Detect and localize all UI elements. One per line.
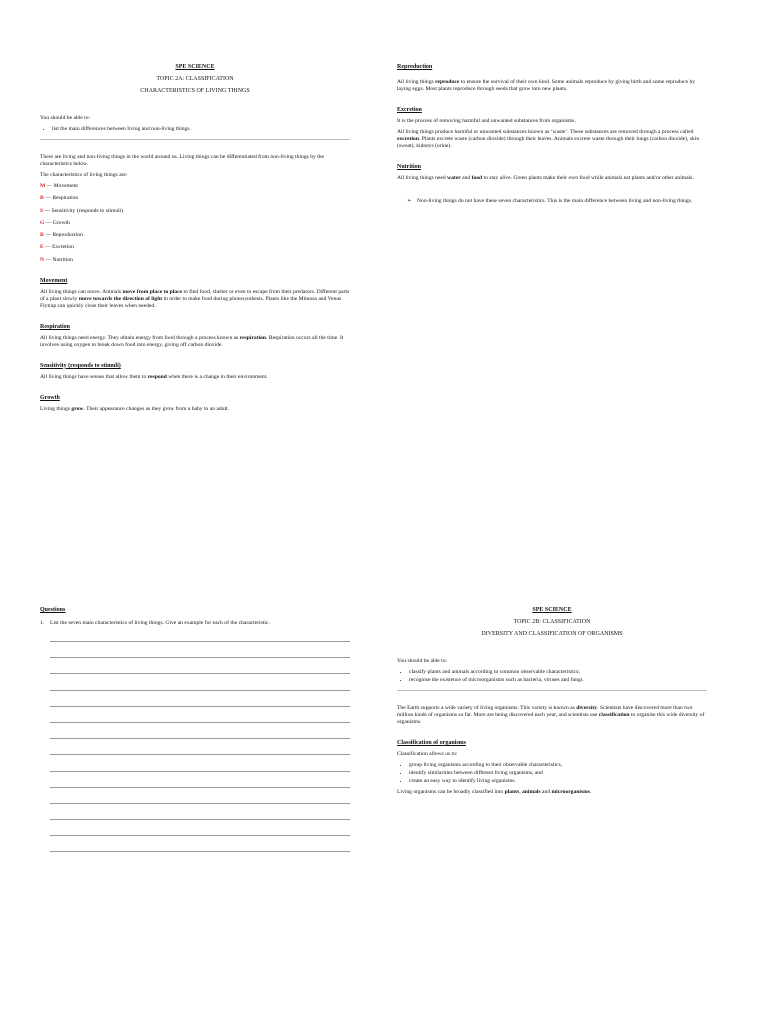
section-body [40, 374, 350, 381]
body-text: . Scientists have discovered more than two million kinds of organisms so far. More are being discovered each year, and scientists use [397, 705, 693, 718]
question-text: List the seven main characteristics of living things. Give an example for each of the characteristic. [50, 620, 270, 626]
divider [397, 690, 707, 691]
mnemonic-letter: R [40, 195, 45, 202]
body-text: to ensure the survival of their own kind. Some animals reproduce by giving birth and some reproduce by laying eggs. Most plants reproduce through seeds that grow into new plants. [397, 79, 696, 92]
section-body [40, 335, 350, 349]
section-heading: Excretion [397, 107, 422, 113]
answer-line[interactable] [50, 738, 350, 754]
body-text: . [589, 789, 592, 795]
section-heading: Classification of organisms [397, 740, 466, 746]
mnemonic-letter: M [40, 183, 46, 189]
body-text: All living things [397, 79, 436, 85]
section-heading: Growth [40, 394, 60, 401]
answer-line[interactable] [50, 722, 350, 738]
objective-item: • recognise the existence of microorganisms such as bacteria, viruses and fungi. [409, 677, 707, 684]
mnemonic-letter: S [40, 207, 44, 214]
classification-item: • group living organisms according to their observable characteristics, [409, 762, 707, 769]
objectives-intro: You should be able to: [397, 658, 448, 664]
characteristic-item [40, 183, 350, 190]
section-sensitivity [40, 363, 350, 381]
page-topic-2a-continued [397, 64, 707, 205]
body-text: to stay alive. Green plants make their own food while animals eat plants and/or other animals. [482, 175, 694, 181]
body-text: , [519, 789, 522, 795]
body-text: The Earth supports a wide variety of living organisms. This variety is known as [397, 705, 577, 711]
body-text: and [460, 175, 472, 181]
body-text: to organise this wide diversity of organisms. [397, 712, 705, 725]
key-term: microorganisms [551, 789, 590, 795]
body-text: Living things [40, 405, 72, 412]
mrs-grenn-list [40, 183, 350, 264]
section-respiration [40, 324, 350, 349]
section-heading: Reproduction [397, 64, 433, 70]
intro-paragraph [397, 705, 707, 726]
mnemonic-letter: N [40, 256, 45, 263]
topic-subtitle: CHARACTERISTICS OF LIVING THINGS [140, 88, 250, 94]
body-text: when there is a change in their environment. [166, 373, 268, 380]
section-growth [40, 395, 350, 413]
questions-heading: Questions [40, 607, 66, 613]
characteristic-label: — Respiration [44, 195, 79, 202]
key-term: move from place to place [122, 288, 183, 295]
section-body [397, 175, 707, 182]
classification-item: • create an easy way to identify living organisms. [409, 778, 707, 785]
answer-line[interactable] [50, 641, 350, 657]
key-term: reproduce [435, 79, 460, 85]
mnemonic-letter: E [40, 244, 44, 251]
section-definition: It is the process of removing harmful and unwanted substances from organisms. [397, 118, 576, 124]
body-text: All living things need [397, 175, 448, 181]
characteristic-item [40, 244, 350, 251]
key-term: respond [147, 373, 167, 380]
note-item [407, 198, 707, 205]
section-heading: Respiration [40, 323, 70, 330]
characteristic-label: — Movement [45, 183, 78, 189]
objectives-list [40, 126, 350, 133]
key-term: move towards the direction of light [78, 295, 163, 302]
body-text: . Plants excrete waste (carbon dioxide) through their leaves. Animals excrete waste through their lungs (carbon dioxide), skin (sweat), kidneys (urine). [397, 136, 700, 149]
page-topic-2b [397, 607, 707, 800]
objective-item: • list the main differences between living and non-living things. [52, 126, 350, 133]
section-body [40, 406, 350, 413]
characteristic-label: — Reproduction [44, 232, 83, 239]
key-term: food [471, 175, 483, 181]
characteristic-item [40, 232, 350, 239]
characteristic-label: — Nutrition [44, 256, 73, 263]
section-excretion [397, 107, 707, 150]
body-text: to find food, shelter or even to escape from their predators. Different parts of a plant slowly [40, 288, 350, 302]
intro-paragraph: There are living and non-living things in the world around us. Living things can be differentiated from non-living things by the characteristics below. [40, 154, 325, 167]
section-heading: Nutrition [397, 164, 421, 170]
classification-list [397, 762, 707, 785]
topic-subtitle: DIVERSITY AND CLASSIFICATION OF ORGANISMS [481, 631, 623, 637]
characteristics-intro: The characteristics of living things are: [40, 172, 128, 178]
answer-line[interactable] [50, 754, 350, 770]
key-term: respiration [239, 334, 267, 341]
key-term: classification [598, 712, 630, 718]
arrow-bullet-icon: ➢ [407, 198, 412, 204]
body-text: in order to make food during photosynthesis. Plants like the Mimosa and Venus Flytrap can quickly close their leaves when needed. [40, 295, 342, 309]
section-heading: Movement [40, 277, 68, 284]
key-term: grow [71, 405, 84, 412]
characteristic-item [40, 208, 350, 215]
body-text: and [540, 789, 552, 795]
answer-line[interactable] [50, 771, 350, 787]
section-reproduction [397, 64, 707, 93]
page-topic-2a [40, 64, 350, 417]
characteristic-item [40, 195, 350, 202]
section-heading: Sensitivity (responds to stimuli) [40, 362, 121, 369]
page-title: SPE SCIENCE [175, 64, 215, 70]
closing-paragraph [397, 789, 707, 796]
divider [40, 139, 350, 140]
section-classification [397, 740, 707, 796]
answer-line[interactable] [50, 787, 350, 803]
topic-heading: TOPIC 2B: CLASSIFICATION [513, 619, 591, 625]
objectives-list [397, 669, 707, 684]
answer-line[interactable] [50, 673, 350, 689]
characteristic-item [40, 220, 350, 227]
section-nutrition [397, 164, 707, 182]
key-term: animals [521, 789, 541, 795]
body-text: All living things produce harmful or unwanted substances known as ‘waste’. These substances are removed through a process called [397, 129, 694, 135]
section-body [397, 129, 707, 150]
page-title: SPE SCIENCE [532, 607, 572, 613]
body-text: . Respiration occurs all the time. It involves using oxygen to break down food into energy, giving off carbon dioxide. [40, 334, 344, 348]
answer-line[interactable] [50, 803, 350, 819]
question-number: 1. [40, 620, 45, 626]
answer-line[interactable] [50, 835, 350, 851]
question-item [40, 620, 350, 627]
characteristic-item [40, 257, 350, 264]
note-text: Non-living things do not have these seven characteristics. This is the main difference between living and non-living things. [417, 198, 693, 204]
section-movement [40, 278, 350, 310]
classification-intro: Classification allows us to: [397, 751, 458, 757]
page-questions [40, 607, 350, 868]
characteristic-label: — Sensitivity (responds to stimuli) [43, 207, 124, 214]
body-text: . Their appearance changes as they grow from a baby to an adult. [83, 405, 229, 412]
key-term: water [447, 175, 461, 181]
answer-lines [40, 641, 350, 868]
body-text: All living things have senses that allow them to [40, 373, 148, 380]
objectives-intro: You should be able to: [40, 115, 91, 121]
mnemonic-letter: R [40, 232, 45, 239]
mnemonic-letter: G [40, 219, 45, 226]
answer-line[interactable] [50, 690, 350, 706]
answer-line[interactable] [50, 706, 350, 722]
answer-line[interactable] [50, 819, 350, 835]
section-body [40, 289, 350, 310]
section-body [397, 79, 707, 93]
topic-heading: TOPIC 2A: CLASSIFICATION [156, 76, 234, 82]
objective-item: • classify plants and animals according to common observable characteristics; [409, 669, 707, 676]
classification-item: • identify similarities between different living organisms, and [409, 770, 707, 777]
answer-line[interactable] [50, 657, 350, 673]
key-term: plants [504, 789, 520, 795]
characteristic-label: — Excretion [43, 244, 74, 251]
body-text: Living organisms can be broadly classified into [397, 789, 505, 795]
answer-line[interactable] [50, 851, 350, 867]
key-term: excretion [397, 136, 419, 142]
body-text: All living things need energy. They obtain energy from food through a process known as [40, 334, 240, 341]
characteristic-label: — Growth [44, 219, 70, 226]
body-text: All living things can move. Animals [40, 288, 123, 295]
key-term: diversity [576, 705, 598, 711]
